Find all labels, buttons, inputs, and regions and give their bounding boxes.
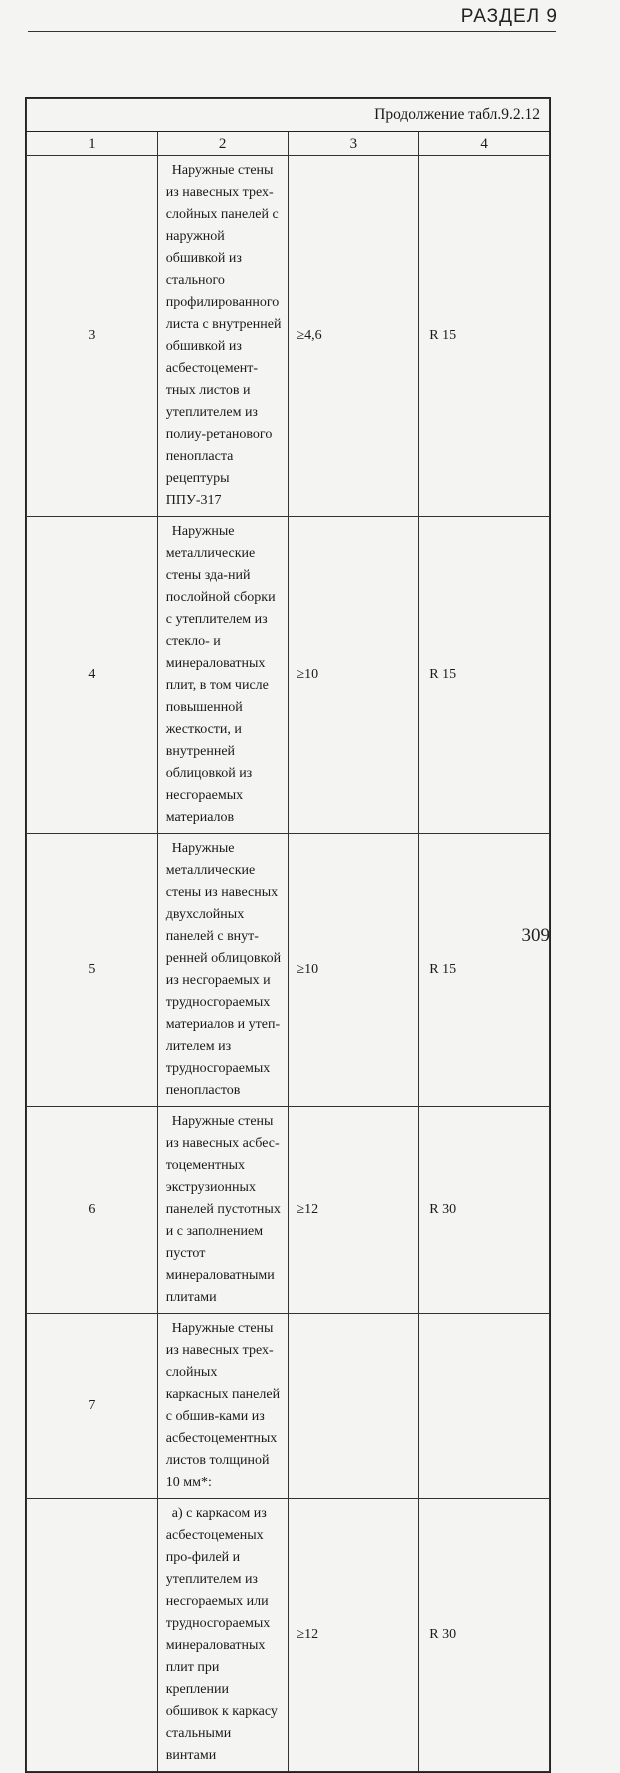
- table-row: [27, 156, 550, 517]
- column-header: 3: [288, 132, 419, 156]
- row-rating: R 15: [419, 156, 550, 517]
- header-rule: [28, 31, 556, 32]
- row-value: ≥12: [288, 1107, 419, 1314]
- row-rating: R 30: [419, 1499, 550, 1772]
- section-header: РАЗДЕЛ 9: [460, 6, 558, 27]
- page-number: 309: [521, 925, 550, 946]
- row-description: Наружные стены из навесных трех-слойных панелей с наружной обшивкой из стального профилированного листа с внутренней обшивкой из асбестоцемент-тных листов и утеплителем из полиу-ретанового пенопласта рецептуры ППУ-317: [157, 156, 288, 517]
- row-description: Наружные стены из навесных трех-слойных каркасных панелей с обшив-ками из асбестоцементных листов толщиной 10 мм*:: [157, 1314, 288, 1499]
- row-value: ≥10: [288, 517, 419, 834]
- row-description: Наружные металлические стены из навесных двухслойных панелей с внут-ренней облицовкой из несгораемых и трудносгораемых материалов и утеп-лителем из трудносгораемых пенопластов: [157, 834, 288, 1107]
- table-row: [27, 517, 550, 834]
- column-header: 2: [157, 132, 288, 156]
- table-caption: Продолжение табл.9.2.12: [27, 99, 550, 132]
- row-number: 6: [27, 1107, 158, 1314]
- row-rating: R 15: [419, 517, 550, 834]
- table-row: [27, 1107, 550, 1314]
- row-number: 5: [27, 834, 158, 1107]
- row-value: [288, 1314, 419, 1499]
- column-header: 4: [419, 132, 550, 156]
- row-description: Наружные стены из навесных асбес-тоцементных экструзионных панелей пустотных и с заполнением пустот минераловатными плитами: [157, 1107, 288, 1314]
- row-number: [27, 1499, 158, 1772]
- row-value: ≥12: [288, 1499, 419, 1772]
- table-row: [27, 834, 550, 1107]
- row-number: 7: [27, 1314, 158, 1499]
- table-header-row: [27, 132, 550, 156]
- table-row: [27, 1314, 550, 1499]
- row-description: Наружные металлические стены зда-ний послойной сборки с утеплителем из стекло- и минераловатных плит, в том числе повышенной жесткости, и внутренней облицовкой из несгораемых материалов: [157, 517, 288, 834]
- row-value: ≥4,6: [288, 156, 419, 517]
- row-number: 4: [27, 517, 158, 834]
- row-number: 3: [27, 156, 158, 517]
- table-row: [27, 1499, 550, 1772]
- row-description: а) с каркасом из асбестоцемeных про-филей и утеплителем из несгораемых или трудносгораемых минераловатных плит при креплении обшивок к каркасу стальными винтами: [157, 1499, 288, 1772]
- row-rating: R 15: [419, 834, 550, 1107]
- row-rating: [419, 1314, 550, 1499]
- data-table: [25, 97, 551, 1773]
- row-rating: R 30: [419, 1107, 550, 1314]
- column-header: 1: [27, 132, 158, 156]
- row-value: ≥10: [288, 834, 419, 1107]
